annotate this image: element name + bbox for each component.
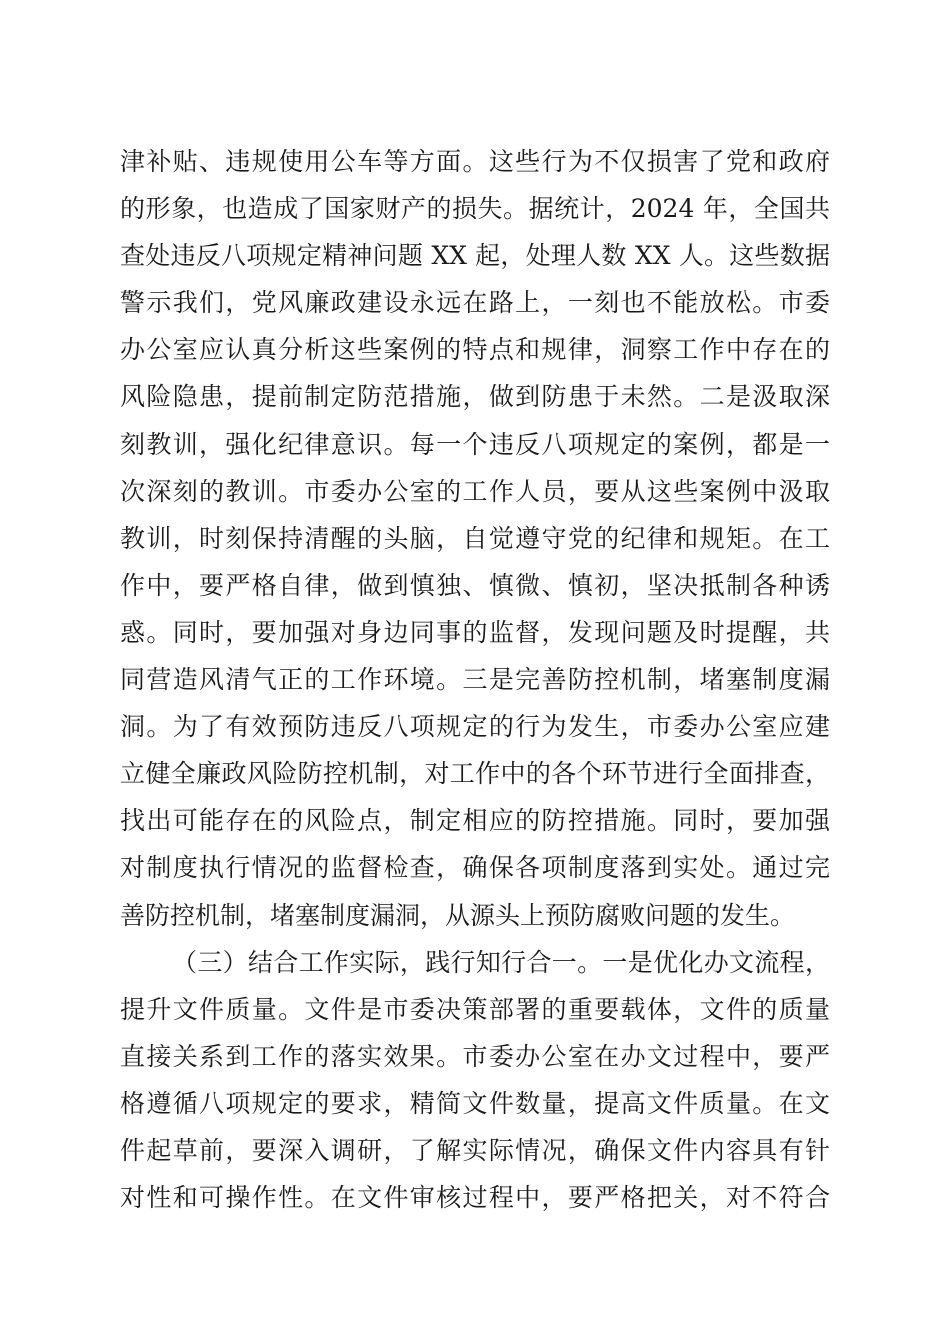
text-line: 办公室应认真分析这些案例的特点和规律，洞察工作中存在的: [120, 335, 830, 365]
section-heading-line: （三）结合工作实际，践行知行合一。一是优化办文流程，: [172, 947, 830, 977]
text-line: 次深刻的教训。市委办公室的工作人员，要从这些案例中汲取: [120, 476, 830, 506]
text-line: 对性和可操作性。在文件审核过程中，要严格把关，对不符合: [120, 1183, 830, 1213]
text-line: 查处违反八项规定精神问题 XX 起，处理人数 XX 人。这些数据: [120, 241, 830, 271]
text-line: 提升文件质量。文件是市委决策部署的重要载体，文件的质量: [120, 994, 830, 1024]
text-line: 风险隐患，提前制定防范措施，做到防患于未然。二是汲取深: [120, 382, 830, 412]
text-line: 刻教训，强化纪律意识。每一个违反八项规定的案例，都是一: [120, 429, 830, 459]
text-line: 格遵循八项规定的要求，精简文件数量，提高文件质量。在文: [120, 1088, 830, 1118]
body-text: [120, 138, 830, 1221]
text-line: 津补贴、违规使用公车等方面。这些行为不仅损害了党和政府: [120, 147, 830, 176]
text-line: 作中，要严格自律，做到慎独、慎微、慎初，坚决抵制各种诱: [120, 570, 830, 600]
text-line: 对制度执行情况的监督检查，确保各项制度落到实处。通过完: [120, 853, 830, 883]
text-line: 找出可能存在的风险点，制定相应的防控措施。同时，要加强: [120, 806, 830, 836]
text-line: 警示我们，党风廉政建设永远在路上，一刻也不能放松。市委: [120, 288, 830, 318]
text-line: 同营造风清气正的工作环境。三是完善防控机制，堵塞制度漏: [120, 665, 830, 695]
text-line: 直接关系到工作的落实效果。市委办公室在办文过程中，要严: [120, 1041, 830, 1071]
text-line: 善防控机制，堵塞制度漏洞，从源头上预防腐败问题的发生。: [120, 900, 796, 930]
text-line: 洞。为了有效预防违反八项规定的行为发生，市委办公室应建: [120, 712, 830, 742]
text-line: 惑。同时，要加强对身边同事的监督，发现问题及时提醒，共: [120, 617, 830, 647]
text-line: 教训，时刻保持清醒的头脑，自觉遵守党的纪律和规矩。在工: [120, 523, 830, 553]
text-line: 件起草前，要深入调研，了解实际情况，确保文件内容具有针: [120, 1135, 830, 1165]
text-line: 立健全廉政风险防控机制，对工作中的各个环节进行全面排查，: [120, 759, 830, 789]
text-line: 的形象，也造成了国家财产的损失。据统计，2024 年，全国共: [120, 194, 830, 224]
